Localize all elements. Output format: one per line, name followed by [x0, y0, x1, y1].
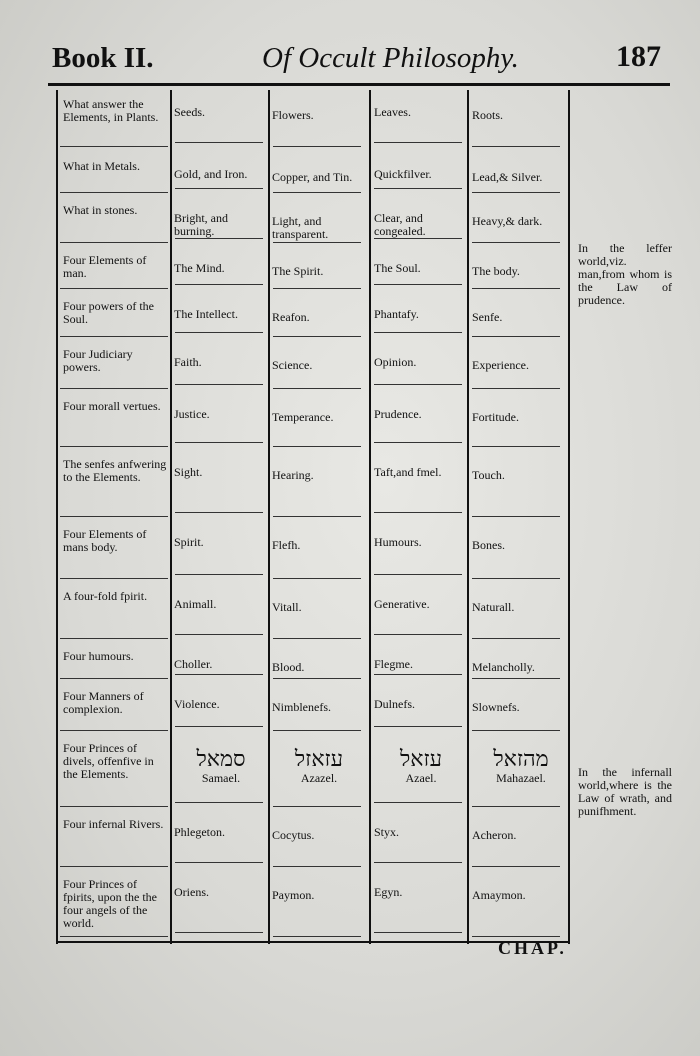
row-separator: [273, 388, 361, 389]
row-separator: [273, 336, 361, 337]
row-separator: [60, 806, 168, 807]
table-cell: Amaymon.: [472, 888, 526, 902]
row-separator: [60, 866, 168, 867]
row-separator: [472, 806, 560, 807]
row-separator: [472, 678, 560, 679]
table-cell: Vitall.: [272, 600, 302, 614]
table-cell: Prudence.: [374, 407, 422, 421]
row-label: What in Metals.: [63, 159, 140, 173]
row-separator: [374, 512, 462, 513]
row-separator: [273, 446, 361, 447]
row-separator: [60, 516, 168, 517]
table-border-bottom: [56, 941, 570, 943]
table-cell: Taft,and fmel.: [374, 465, 442, 479]
table-cell: Naturall.: [472, 600, 515, 614]
table-cell: Flefh.: [272, 538, 301, 552]
table-cell: Blood.: [272, 660, 305, 674]
catchword: CHAP.: [498, 938, 567, 958]
table-cell-hebrew: [272, 748, 366, 785]
row-separator: [472, 936, 560, 937]
correspondence-table: [56, 90, 672, 944]
row-separator: [374, 574, 462, 575]
row-separator: [175, 512, 263, 513]
table-cell: Hearing.: [272, 468, 314, 482]
row-separator: [273, 866, 361, 867]
row-label: What in stones.: [63, 203, 138, 217]
table-cell-hebrew: [472, 748, 570, 785]
row-separator: [175, 634, 263, 635]
row-separator: [472, 288, 560, 289]
row-separator: [273, 242, 361, 243]
row-separator: [472, 638, 560, 639]
table-cell: Heavy,& dark.: [472, 214, 543, 228]
row-separator: [175, 574, 263, 575]
table-cell: Bright, and burning.: [174, 211, 228, 238]
row-separator: [374, 442, 462, 443]
table-cell: Roots.: [472, 108, 504, 122]
row-label: What answer the Elements, in Plants.: [63, 97, 159, 124]
row-separator: [374, 142, 462, 143]
table-cell: Phantafy.: [374, 307, 419, 321]
row-separator: [273, 146, 361, 147]
table-cell: Light, and transparent.: [272, 214, 329, 241]
table-cell: Leaves.: [374, 105, 411, 119]
table-cell: Oriens.: [174, 885, 209, 899]
row-separator: [60, 146, 168, 147]
row-label: Four Elements of mans body.: [63, 527, 147, 554]
row-separator: [60, 638, 168, 639]
hebrew-name: מהזאל: [493, 747, 549, 772]
table-cell: Fortitude.: [472, 410, 519, 424]
row-label: Four Elements of man.: [63, 253, 147, 280]
hebrew-name: עזאזל: [294, 747, 344, 772]
row-separator: [175, 442, 263, 443]
table-cell: Choller.: [174, 657, 213, 671]
row-separator: [472, 388, 560, 389]
table-cell: Spirit.: [174, 535, 204, 549]
column-divider: [369, 90, 371, 944]
row-separator: [60, 578, 168, 579]
table-cell: The body.: [472, 264, 520, 278]
table-cell: The Mind.: [174, 261, 225, 275]
table-cell: The Intellect.: [174, 307, 238, 321]
transliterated-name: Azael.: [405, 771, 437, 785]
row-separator: [374, 284, 462, 285]
row-separator: [374, 932, 462, 933]
header-rule: [48, 83, 670, 86]
table-cell: Flegme.: [374, 657, 413, 671]
table-cell: Gold, and Iron.: [174, 167, 248, 181]
row-separator: [472, 446, 560, 447]
table-cell: Styx.: [374, 825, 400, 839]
row-label: The senfes anfwering to the Elements.: [63, 457, 167, 484]
row-separator: [273, 730, 361, 731]
table-cell: Slownefs.: [472, 700, 520, 714]
table-cell: Lead,& Silver.: [472, 170, 543, 184]
row-label: Four Princes of fpirits, upon the the four angels of the world.: [63, 877, 157, 930]
table-cell: Seeds.: [174, 105, 205, 119]
row-label: Four Judiciary powers.: [63, 347, 133, 374]
row-separator: [60, 936, 168, 937]
row-separator: [472, 242, 560, 243]
table-cell: Flowers.: [272, 108, 314, 122]
table-cell: Humours.: [374, 535, 422, 549]
row-separator: [374, 332, 462, 333]
row-separator: [273, 806, 361, 807]
row-separator: [175, 284, 263, 285]
row-separator: [472, 578, 560, 579]
table-cell: Opinion.: [374, 355, 417, 369]
table-cell: Senfe.: [472, 310, 503, 324]
row-separator: [60, 336, 168, 337]
row-separator: [60, 242, 168, 243]
row-separator: [60, 192, 168, 193]
row-separator: [472, 146, 560, 147]
table-cell: Quickfilver.: [374, 167, 432, 181]
row-separator: [374, 802, 462, 803]
row-separator: [273, 936, 361, 937]
row-separator: [60, 730, 168, 731]
row-separator: [60, 388, 168, 389]
table-cell-hebrew: [374, 748, 468, 785]
row-separator: [175, 674, 263, 675]
table-cell: Justice.: [174, 407, 210, 421]
row-separator: [374, 238, 462, 239]
table-cell: Copper, and Tin.: [272, 170, 353, 184]
row-separator: [175, 188, 263, 189]
table-cell: Nimblenefs.: [272, 700, 331, 714]
row-separator: [374, 384, 462, 385]
row-separator: [175, 142, 263, 143]
hebrew-name: עזאל: [399, 747, 443, 772]
table-cell: Dulnefs.: [374, 697, 415, 711]
row-separator: [472, 336, 560, 337]
column-divider: [170, 90, 172, 944]
table-cell: Bones.: [472, 538, 505, 552]
table-cell: Egyn.: [374, 885, 403, 899]
row-separator: [472, 730, 560, 731]
row-separator: [273, 516, 361, 517]
row-separator: [175, 932, 263, 933]
table-cell: Violence.: [174, 697, 220, 711]
row-separator: [273, 192, 361, 193]
table-cell: Acheron.: [472, 828, 517, 842]
table-cell: The Soul.: [374, 261, 421, 275]
table-cell: Generative.: [374, 597, 430, 611]
row-separator: [60, 446, 168, 447]
row-label: Four Manners of complexion.: [63, 689, 144, 716]
table-cell: Paymon.: [272, 888, 315, 902]
row-separator: [374, 674, 462, 675]
book-number: Book II.: [52, 42, 154, 74]
row-separator: [374, 862, 462, 863]
row-separator: [273, 638, 361, 639]
table-cell: The Spirit.: [272, 264, 324, 278]
row-separator: [374, 188, 462, 189]
row-separator: [273, 578, 361, 579]
table-border-left: [56, 90, 58, 944]
running-header: [50, 38, 665, 84]
transliterated-name: Azazel.: [300, 771, 338, 785]
row-separator: [273, 678, 361, 679]
table-cell-hebrew: [174, 748, 268, 785]
row-separator: [472, 866, 560, 867]
row-label: Four humours.: [63, 649, 134, 663]
table-cell: Cocytus.: [272, 828, 315, 842]
row-label: Four infernal Rivers.: [63, 817, 164, 831]
row-label: Four morall vertues.: [63, 399, 161, 413]
row-separator: [175, 802, 263, 803]
table-cell: Experience.: [472, 358, 529, 372]
column-divider: [268, 90, 270, 944]
row-label: Four Princes of divels, offenfive in the Elements.: [63, 741, 154, 781]
row-separator: [472, 192, 560, 193]
table-cell: Animall.: [174, 597, 217, 611]
table-cell: Touch.: [472, 468, 505, 482]
note-lesser-world: In the leffer world,viz. man,from whom is the Law of prudence.: [578, 241, 672, 307]
table-cell: Temperance.: [272, 410, 334, 424]
table-cell: Science.: [272, 358, 313, 372]
row-separator: [175, 384, 263, 385]
table-cell: Melancholly.: [472, 660, 535, 674]
row-separator: [60, 288, 168, 289]
row-separator: [175, 862, 263, 863]
table-cell: Phlegeton.: [174, 825, 225, 839]
table-cell: Clear, and congealed.: [374, 211, 426, 238]
row-label: Four powers of the Soul.: [63, 299, 154, 326]
row-separator: [374, 726, 462, 727]
row-separator: [472, 516, 560, 517]
note-infernal-world: In the infernall world,where is the Law of wrath, and punifhment.: [578, 765, 672, 818]
transliterated-name: Samael.: [201, 771, 241, 785]
page-number: 187: [616, 40, 661, 73]
transliterated-name: Mahazael.: [496, 771, 546, 785]
row-separator: [175, 726, 263, 727]
row-separator: [273, 288, 361, 289]
row-separator: [374, 634, 462, 635]
hebrew-name: סמאל: [196, 747, 246, 772]
row-separator: [60, 678, 168, 679]
table-cell: Sight.: [174, 465, 203, 479]
table-cell: Faith.: [174, 355, 202, 369]
running-title: Of Occult Philosophy.: [262, 42, 519, 74]
row-separator: [175, 332, 263, 333]
row-separator: [175, 238, 263, 239]
row-label: A four-fold fpirit.: [63, 589, 148, 603]
table-cell: Reafon.: [272, 310, 310, 324]
